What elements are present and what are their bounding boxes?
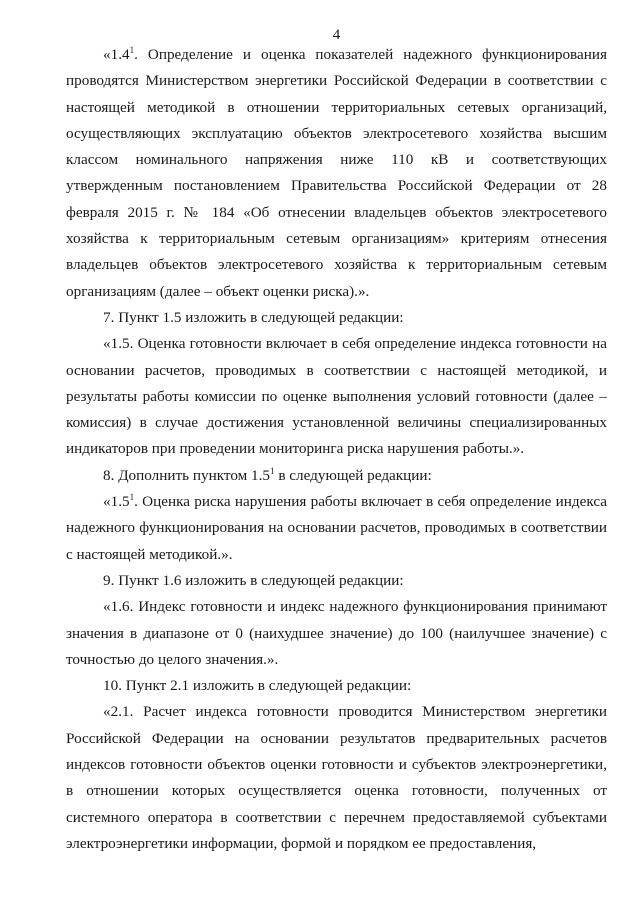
paragraph-item-10: 10. Пункт 2.1 изложить в следующей редакции: bbox=[103, 677, 412, 695]
paragraph-item-8 bbox=[66, 463, 607, 489]
paragraph-text: в следующей редакции: bbox=[274, 466, 432, 484]
paragraph-text: «1.4 bbox=[103, 46, 130, 63]
paragraph-1-5-1 bbox=[66, 489, 607, 568]
paragraph-text: «1.5 bbox=[103, 493, 130, 511]
superscript: 1 bbox=[129, 45, 135, 55]
paragraph-text: . Оценка риска нарушения работы включает в себя определение индекса надежного функционирования на основании расчетов, проводимых в соответствии с настоящей методикой.». bbox=[66, 493, 607, 563]
superscript: 1 bbox=[270, 465, 275, 476]
page-number: 4 bbox=[332, 27, 341, 43]
paragraph-text: . Определение и оценка показателей надежного функционирования проводятся Министерством энергетики Российской Федерации в соответствии с настоящей методикой в отношении территориальных сетевых организаций, осуществляющих эксплуатацию объектов электросетевого хозяйства высшим классом номинального напряжения ниже 110 кВ и соответствующих утвержденным постановлением Правительства Российской Федерации от 28 февраля 2015 г. № 184 «Об отнесении владельцев объектов электросетевого хозяйства к территориальным сетевым организациям» критериям отнесения владельцев объектов электросетевого хозяйства к территориальным сетевым организациям (далее – объект оценки риска).». bbox=[66, 46, 607, 300]
superscript: 1 bbox=[129, 492, 135, 503]
paragraph-text: 8. Дополнить пунктом 1.5 bbox=[103, 466, 271, 484]
paragraph-2-1: «2.1. Расчет индекса готовности проводится Министерством энергетики Российской Федерации на основании результатов предварительных расчетов индексов готовности объектов оценки готовности и субъектов электроэнергетики, в отношении которых осуществляется оценка готовности, полученных от системного оператора в соответствии с перечнем предоставляемой субъектами электроэнергетики информации, формой и порядком ее предоставления, bbox=[66, 703, 607, 852]
paragraph-item-7: 7. Пункт 1.5 изложить в следующей редакции: bbox=[103, 308, 404, 326]
paragraph-1-4-1 bbox=[66, 42, 607, 305]
paragraph-1-6: «1.6. Индекс готовности и индекс надежного функционирования принимают значения в диапазоне от 0 (наихудшее значение) до 100 (наилучшее значение) с точностью до целого значения.». bbox=[66, 598, 607, 668]
paragraph-item-9: 9. Пункт 1.6 изложить в следующей редакции: bbox=[103, 571, 404, 589]
paragraph-1-5: «1.5. Оценка готовности включает в себя определение индекса готовности на основании расчетов, проводимых в соответствии с настоящей методикой, и результаты работы комиссии по оценке выполнения условий готовности (далее – комиссия) в случае достижения установленной величины специализированных индикаторов при проведении мониторинга риска нарушения работы.». bbox=[66, 335, 607, 458]
